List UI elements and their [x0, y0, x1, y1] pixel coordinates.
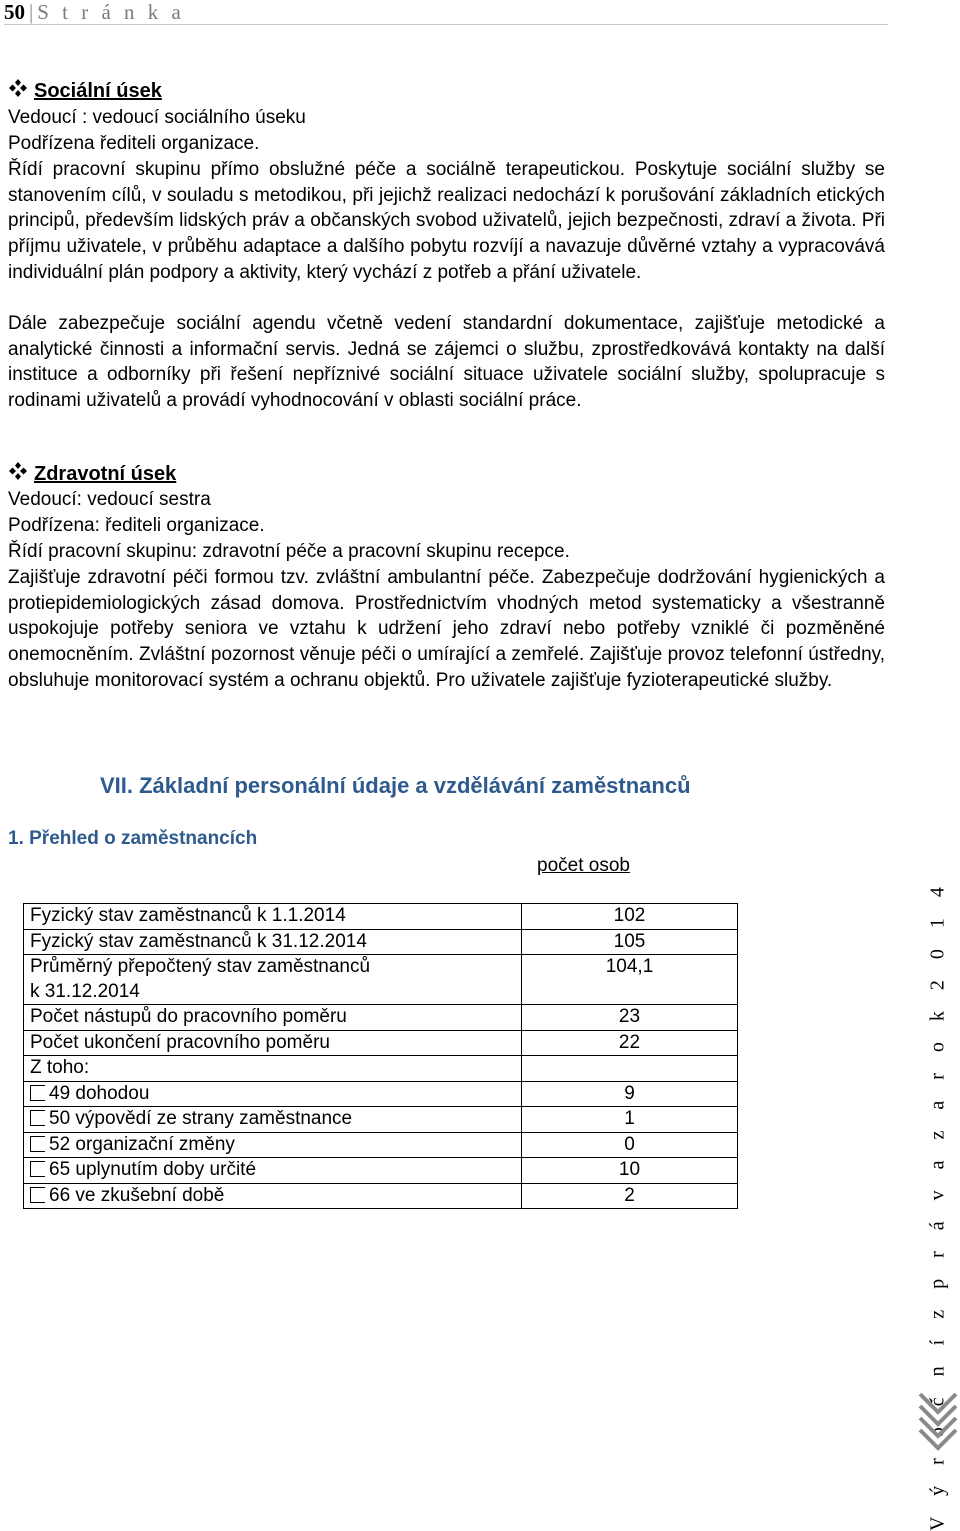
- section-title-health: [8, 461, 176, 487]
- column-header: počet osob: [537, 855, 630, 876]
- health-paragraph: Zajišťuje zdravotní péči formou tzv. zvláštní ambulantní péče. Zabezpečuje dodržování hygienických a protiepidemiologických zásad domova. Prostřednictvím vhodných metod systematicky a všestranně uspokojuje potřeby seniora ve vztahu k udržení jeho zdraví nebo potřeby vzniklé či pozměněné onemocněním. Zvláštní pozornost věnuje péči o umírající a zemřelé. Zajišťuje provoz telefonní ústředny, obsluhuje monitorovací systém a ochranu objektů. Pro uživatele zajišťuje fyzioterapeutické služby.: [8, 567, 885, 691]
- section-title-text: Sociální úsek: [34, 80, 162, 102]
- side-banner-text: V ý r o č n í z p r á v a z a r o k 2 0 1 4: [926, 879, 949, 1531]
- row-label-line-2: k 31.12.2014: [30, 980, 140, 1002]
- table-row: [24, 1132, 738, 1158]
- health-sub-line: Podřízena: řediteli organizace.: [8, 515, 265, 536]
- row-label-text: 66 ve zkušební době: [49, 1184, 225, 1206]
- row-label-text: 49 dohodou: [49, 1082, 150, 1104]
- row-label: Z toho:: [24, 1056, 522, 1082]
- row-value: 10: [522, 1158, 738, 1184]
- row-value: [522, 1056, 738, 1082]
- header-separator: |: [29, 0, 34, 24]
- row-label: Fyzický stav zaměstnanců k 1.1.2014: [24, 904, 522, 930]
- four-diamond-bullet-icon: [8, 78, 34, 104]
- row-value: 9: [522, 1081, 738, 1107]
- row-label: [24, 1107, 522, 1133]
- section-title-text: Zdravotní úsek: [34, 463, 177, 485]
- subsection-title: 1. Přehled o zaměstnancích: [8, 828, 258, 849]
- row-label-line-1: Průměrný přepočtený stav zaměstnanců: [30, 956, 371, 977]
- square-bullet-icon: [30, 1085, 45, 1101]
- row-value: 105: [522, 929, 738, 955]
- row-label-text: 52 organizační změny: [49, 1133, 235, 1155]
- row-label: [24, 1183, 522, 1209]
- table-row: [24, 1158, 738, 1184]
- table-row: [24, 929, 738, 955]
- table-row: [24, 1056, 738, 1082]
- social-sub-line: Podřízena řediteli organizace.: [8, 133, 260, 154]
- table-row: [24, 955, 738, 1005]
- row-label-text: 65 uplynutím doby určité: [49, 1159, 257, 1180]
- page-label: S t r á n k a: [37, 0, 185, 24]
- table-row: [24, 1081, 738, 1107]
- social-head-line: Vedoucí : vedoucí sociálního úseku: [8, 107, 306, 128]
- table-row: [24, 1183, 738, 1209]
- row-label: [24, 955, 522, 1005]
- square-bullet-icon: [30, 1110, 45, 1126]
- row-value: 23: [522, 1005, 738, 1031]
- row-value: 2: [522, 1183, 738, 1209]
- row-value: 22: [522, 1030, 738, 1056]
- section-title-social: [8, 78, 162, 104]
- row-label: Počet nástupů do pracovního poměru: [24, 1005, 522, 1031]
- row-value: 0: [522, 1132, 738, 1158]
- row-label-text: 50 výpovědí ze strany zaměstnance: [49, 1108, 353, 1129]
- social-paragraph-1: Řídí pracovní skupinu přímo obslužné péče a sociálně terapeutickou. Poskytuje sociální služby se stanovením cílů, v souladu s metodikou, při jejichž realizaci nedochází k porušování základních etických principů, především lidských práv a občanských svobod uživatelů, jejich bezpečnosti, zdraví a života. Při příjmu uživatele, v průběhu adaptace a dalšího pobytu rozvíjí a navazuje důvěrné vztahy a vypracovává individuální plán podpory a aktivity, který vychází z potřeb a přání uživatele.: [8, 159, 885, 283]
- table-row: [24, 1005, 738, 1031]
- row-label: Počet ukončení pracovního poměru: [24, 1030, 522, 1056]
- health-head-line: Vedoucí: vedoucí sestra: [8, 489, 211, 510]
- table-row: [24, 1030, 738, 1056]
- page-number: 50: [4, 0, 25, 24]
- side-banner: [923, 879, 953, 1531]
- square-bullet-icon: [30, 1187, 45, 1203]
- square-bullet-icon: [30, 1161, 45, 1177]
- row-value: 102: [522, 904, 738, 930]
- table-row: [24, 904, 738, 930]
- row-label: [24, 1132, 522, 1158]
- page-header: [4, 0, 888, 25]
- row-label: [24, 1158, 522, 1184]
- row-label: [24, 1081, 522, 1107]
- four-diamond-bullet-icon: [8, 461, 34, 487]
- chevron-logo-icon: [918, 1390, 958, 1458]
- health-line-3: Řídí pracovní skupinu: zdravotní péče a pracovní skupinu recepce.: [8, 541, 570, 562]
- staff-table: [23, 903, 738, 1209]
- table-row: [24, 1107, 738, 1133]
- social-paragraph-2: Dále zabezpečuje sociální agendu včetně vedení standardní dokumentace, zajišťuje metodické a analytické činnosti a informační servis. Jedná se zájemci o službu, zprostředkovává kontakty na další instituce a odborníky při řešení nepříznivé sociální situace uživatele sociální služby, spolupracuje s rodinami uživatelů a provádí vyhodnocování v oblasti sociální práce.: [8, 313, 885, 412]
- chapter-title: VII. Základní personální údaje a vzdělávání zaměstnanců: [100, 773, 691, 798]
- row-label: Fyzický stav zaměstnanců k 31.12.2014: [24, 929, 522, 955]
- row-value: 1: [522, 1107, 738, 1133]
- row-value: 104,1: [522, 955, 738, 1005]
- square-bullet-icon: [30, 1136, 45, 1152]
